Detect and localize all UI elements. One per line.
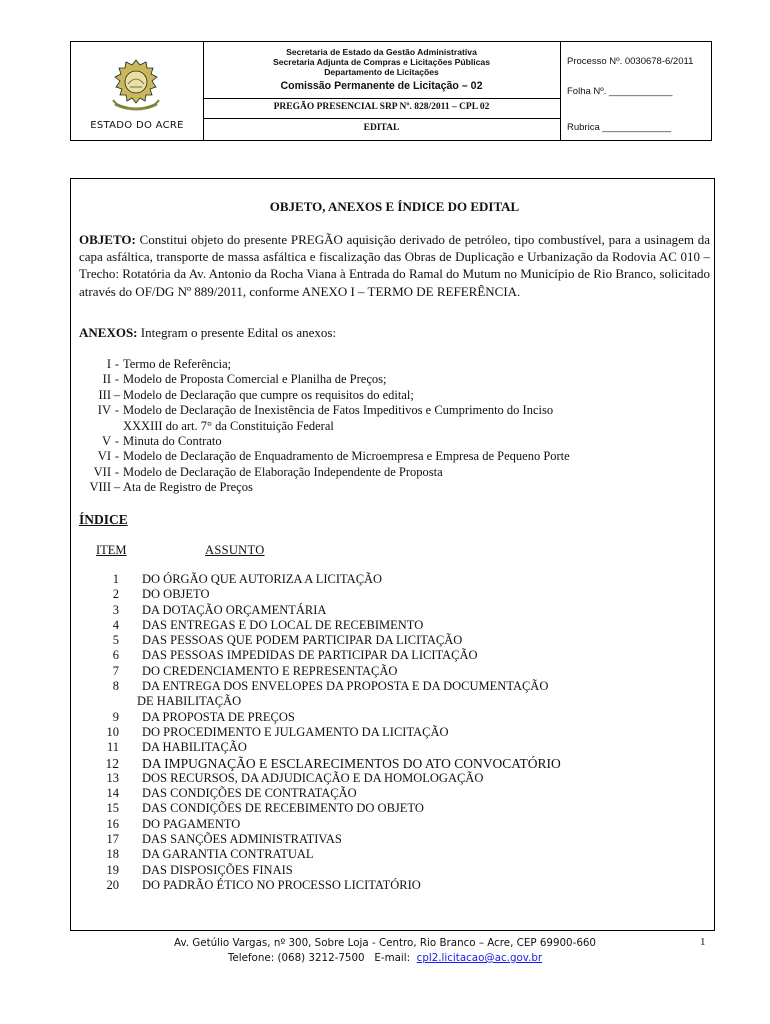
anexo-text: Ata de Registro de Preços: [123, 480, 253, 495]
indice-item-number: 15: [106, 801, 119, 816]
indice-item-number: 11: [106, 740, 119, 755]
objeto-text: Constitui objeto do presente PREGÃO aquisição derivado de petróleo, tipo combustível, para a usinagem da capa asfáltica, transporte de massa asfáltica e fiscalização das Obras de Duplicação e Urbanização da Rodovia AC 010 – Trecho: Rotatória da Av. Antonio da Rocha Viana à Entrada do Ramal do Mutum no Município de Rio Branco, solicitado através do OF/DG Nº 889/2011, conforme ANEXO I – TERMO DE REFERÊNCIA.: [79, 232, 710, 299]
comissao-line: Comissão Permanente de Licitação – 02: [280, 80, 483, 92]
item-column-header: ITEM: [96, 543, 127, 557]
anexo-text: Modelo de Declaração que cumpre os requisitos do edital;: [123, 387, 414, 402]
anexo-number: III: [98, 387, 111, 402]
indice-item-number: 13: [106, 770, 119, 785]
indice-item-subject: DAS PESSOAS IMPEDIDAS DE PARTICIPAR DA LICITAÇÃO: [142, 648, 478, 663]
anexos-list: [79, 357, 570, 496]
indice-item-number: 16: [106, 816, 119, 831]
anexo-item: [79, 480, 570, 495]
indice-item-continuation: DE HABILITAÇÃO: [137, 694, 242, 709]
indice-item: [79, 710, 561, 725]
anexo-item: [79, 465, 570, 480]
divider: [203, 98, 560, 99]
indice-item-number: 6: [112, 648, 119, 663]
indice-item: [79, 863, 561, 878]
acre-coat-of-arms-icon: [107, 56, 165, 118]
anexo-separator: -: [114, 464, 120, 479]
indice-item-subject: DO CREDENCIAMENTO E REPRESENTAÇÃO: [142, 663, 398, 678]
indice-item: [79, 633, 561, 648]
departamento-line: Departamento de Licitações: [324, 67, 439, 77]
anexo-number: V: [101, 434, 111, 449]
anexo-number: VI: [97, 449, 111, 464]
divider: [203, 118, 560, 119]
anexo-separator: -: [114, 372, 120, 387]
indice-item-subject: DO PADRÃO ÉTICO NO PROCESSO LICITATÓRIO: [142, 877, 421, 892]
indice-item: [79, 847, 561, 862]
indice-item-number: 4: [112, 617, 119, 632]
indice-item: [79, 603, 561, 618]
anexos-label: ANEXOS:: [79, 325, 138, 340]
indice-item-number: 19: [106, 862, 119, 877]
indice-item-subject: DAS SANÇÕES ADMINISTRATIVAS: [142, 832, 342, 847]
indice-item-number: 3: [112, 602, 119, 617]
anexo-text: Termo de Referência;: [123, 357, 232, 371]
edital-body: [70, 178, 715, 931]
assunto-column-header: ASSUNTO: [205, 543, 265, 557]
secretaria-line: Secretaria de Estado da Gestão Administrativa: [286, 47, 477, 57]
indice-item-subject: DAS CONDIÇÕES DE RECEBIMENTO DO OBJETO: [142, 801, 424, 816]
page-footer: [0, 936, 770, 966]
indice-item: [79, 572, 561, 587]
indice-item-subject: DA HABILITAÇÃO: [142, 740, 247, 755]
anexo-item: [79, 372, 570, 387]
indice-item-subject: DA DOTAÇÃO ORÇAMENTÁRIA: [142, 602, 327, 617]
indice-item-subject: DA ENTREGA DOS ENVELOPES DA PROPOSTA E DA DOCUMENTAÇÃO: [142, 679, 549, 694]
indice-item-subject: DAS ENTREGAS E DO LOCAL DE RECEBIMENTO: [142, 617, 424, 632]
indice-item-number: 2: [112, 587, 119, 602]
edital-line: EDITAL: [363, 123, 400, 133]
indice-list: [79, 572, 561, 893]
logo-cell: [71, 42, 204, 140]
indice-item-subject: DO PAGAMENTO: [142, 816, 241, 831]
indice-item: [79, 664, 561, 679]
anexo-number: VII: [93, 464, 111, 479]
anexo-text: Modelo de Proposta Comercial e Planilha de Preços;: [123, 372, 387, 387]
anexo-separator: –: [113, 480, 121, 495]
header-title-cell: [203, 42, 561, 140]
page-number: 1: [700, 936, 706, 948]
footer-address: Av. Getúlio Vargas, nº 300, Sobre Loja - Centro, Rio Branco – Acre, CEP 69900-660: [174, 937, 596, 949]
footer-contact: [0, 951, 770, 966]
indice-item-subject: DAS DISPOSIÇÕES FINAIS: [142, 862, 293, 877]
indice-item-subject: DA GARANTIA CONTRATUAL: [142, 847, 314, 862]
indice-item: [79, 618, 561, 633]
anexo-item: [79, 449, 570, 464]
email-link[interactable]: cpl2.licitacao@ac.gov.br: [416, 952, 543, 964]
process-info-cell: [561, 42, 711, 140]
indice-item-number: 8: [112, 679, 119, 694]
indice-item-subject: DAS CONDIÇÕES DE CONTRATAÇÃO: [142, 786, 357, 801]
document-header: [70, 41, 712, 141]
objeto-paragraph: [79, 231, 710, 300]
indice-item-number: 7: [112, 663, 119, 678]
indice-item: [79, 756, 561, 771]
indice-item: [79, 832, 561, 847]
processo-number: Processo Nº. 0030678-6/2011: [567, 56, 694, 67]
indice-item-number: 10: [106, 724, 119, 739]
anexo-text: Modelo de Declaração de Enquadramento de Microempresa e Empresa de Pequeno Porte: [123, 449, 570, 464]
anexo-item: [79, 434, 570, 449]
indice-heading: ÍNDICE: [79, 512, 128, 527]
section-title: OBJETO, ANEXOS E ÍNDICE DO EDITAL: [269, 199, 520, 214]
indice-item-number: 1: [112, 572, 119, 586]
indice-item: [79, 801, 561, 816]
secretaria-adjunta-line: Secretaria Adjunta de Compras e Licitações Públicas: [273, 57, 490, 67]
anexo-separator: -: [114, 449, 120, 464]
anexo-item-continuation: XXXIII do art. 7° da Constituição Federal: [123, 418, 334, 433]
indice-item: [79, 740, 561, 755]
anexos-paragraph: [79, 325, 336, 341]
indice-item-number: 5: [112, 633, 119, 648]
indice-item-subject: DOS RECURSOS, DA ADJUDICAÇÃO E DA HOMOLOGAÇÃO: [142, 770, 484, 785]
indice-item: [79, 725, 561, 740]
anexo-separator: -: [114, 357, 120, 371]
anexo-separator: -: [114, 403, 120, 418]
anexo-number: I: [106, 357, 111, 371]
folha-field: Folha Nº. ____________: [567, 86, 673, 97]
anexo-separator: -: [114, 434, 120, 449]
indice-item: [79, 679, 561, 694]
estado-label: ESTADO DO ACRE: [90, 120, 184, 131]
indice-item-number: 9: [112, 709, 119, 724]
indice-item: [79, 817, 561, 832]
anexo-text: Minuta do Contrato: [123, 434, 222, 449]
rubrica-field: Rubrica _____________: [567, 122, 672, 133]
indice-item: [79, 771, 561, 786]
indice-item-number: 18: [106, 847, 119, 862]
anexo-item: [79, 357, 570, 372]
anexo-number: IV: [97, 403, 111, 418]
indice-item-number: 12: [105, 755, 119, 771]
anexo-text: Modelo de Declaração de Inexistência de Fatos Impeditivos e Cumprimento do Inciso: [123, 403, 554, 418]
anexo-text: Modelo de Declaração de Elaboração Independente de Proposta: [123, 464, 443, 479]
indice-item: [79, 648, 561, 663]
indice-item-number: 20: [106, 877, 119, 892]
anexo-item: [79, 388, 570, 403]
indice-item-subject: DAS PESSOAS QUE PODEM PARTICIPAR DA LICITAÇÃO: [142, 633, 463, 648]
indice-item-subject: DO ÓRGÃO QUE AUTORIZA A LICITAÇÃO: [142, 572, 383, 586]
indice-item: [79, 786, 561, 801]
anexo-separator: –: [113, 387, 121, 402]
anexo-number: II: [102, 372, 111, 387]
indice-item: [79, 587, 561, 602]
indice-item-subject: DA IMPUGNAÇÃO E ESCLARECIMENTOS DO ATO CONVOCATÓRIO: [142, 755, 561, 771]
indice-item-subject: DA PROPOSTA DE PREÇOS: [142, 709, 295, 724]
indice-item-subject: DO OBJETO: [142, 587, 210, 602]
objeto-label: OBJETO:: [79, 232, 136, 247]
anexos-intro: Integram o presente Edital os anexos:: [137, 325, 337, 340]
indice-item-number: 14: [106, 786, 119, 801]
pregao-line: PREGÃO PRESENCIAL SRP Nº. 828/2011 – CPL 02: [273, 102, 490, 112]
indice-item: [79, 878, 561, 893]
footer-phone: Telefone: (068) 3212-7500 E-mail:: [227, 952, 417, 964]
anexo-number: VIII: [89, 480, 111, 495]
anexo-item: [79, 403, 570, 418]
indice-item-number: 17: [106, 832, 119, 847]
indice-item-subject: DO PROCEDIMENTO E JULGAMENTO DA LICITAÇÃO: [142, 724, 449, 739]
